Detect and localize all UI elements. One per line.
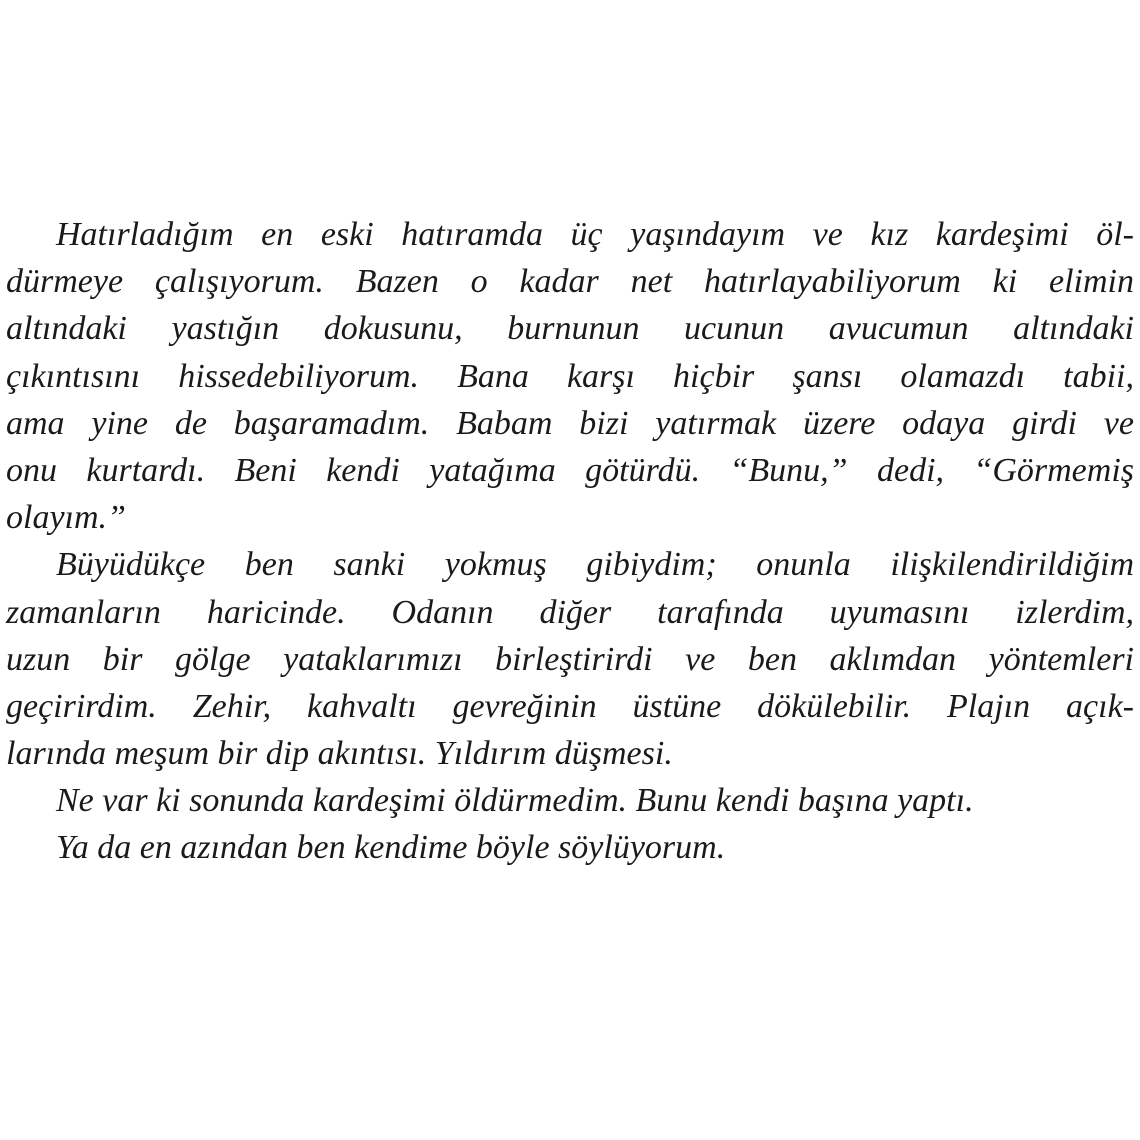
text-line-14: Ya da en azından ben kendime böyle söylüyorum. [56, 829, 726, 867]
text-line-3: altındaki yastığın dokusunu, burnunun ucunun avucumun altındaki [6, 310, 1134, 348]
body-text [6, 211, 1134, 872]
text-line-10: uzun bir gölge yataklarımızı birleştirirdi ve ben aklımdan yöntemleri [6, 640, 1134, 678]
text-line-9: zamanların haricinde. Odanın diğer tarafında uyumasını izlerdim, [6, 593, 1134, 631]
text-line-5: ama yine de başaramadım. Babam bizi yatırmak üzere odaya girdi ve [6, 404, 1134, 442]
text-line-11: geçirirdim. Zehir, kahvaltı gevreğinin üstüne dökülebilir. Plajın açık- [6, 687, 1134, 725]
text-line-2: dürmeye çalışıyorum. Bazen o kadar net hatırlayabiliyorum ki elimin [6, 263, 1134, 301]
text-line-12: larında meşum bir dip akıntısı. Yıldırım düşmesi. [6, 735, 673, 773]
text-line-7: olayım.” [6, 499, 126, 537]
text-line-4: çıkıntısını hissedebiliyorum. Bana karşı hiçbir şansı olamazdı tabii, [6, 357, 1134, 395]
text-line-6: onu kurtardı. Beni kendi yatağıma götürdü. “Bunu,” dedi, “Görmemiş [6, 451, 1134, 489]
text-line-13: Ne var ki sonunda kardeşimi öldürmedim. Bunu kendi başına yaptı. [56, 782, 974, 820]
text-line-1: Hatırladığım en eski hatıramda üç yaşındayım ve kız kardeşimi öl- [56, 216, 1134, 253]
text-line-8: Büyüdükçe ben sanki yokmuş gibiydim; onunla ilişkilendirildiğim [56, 546, 1134, 584]
